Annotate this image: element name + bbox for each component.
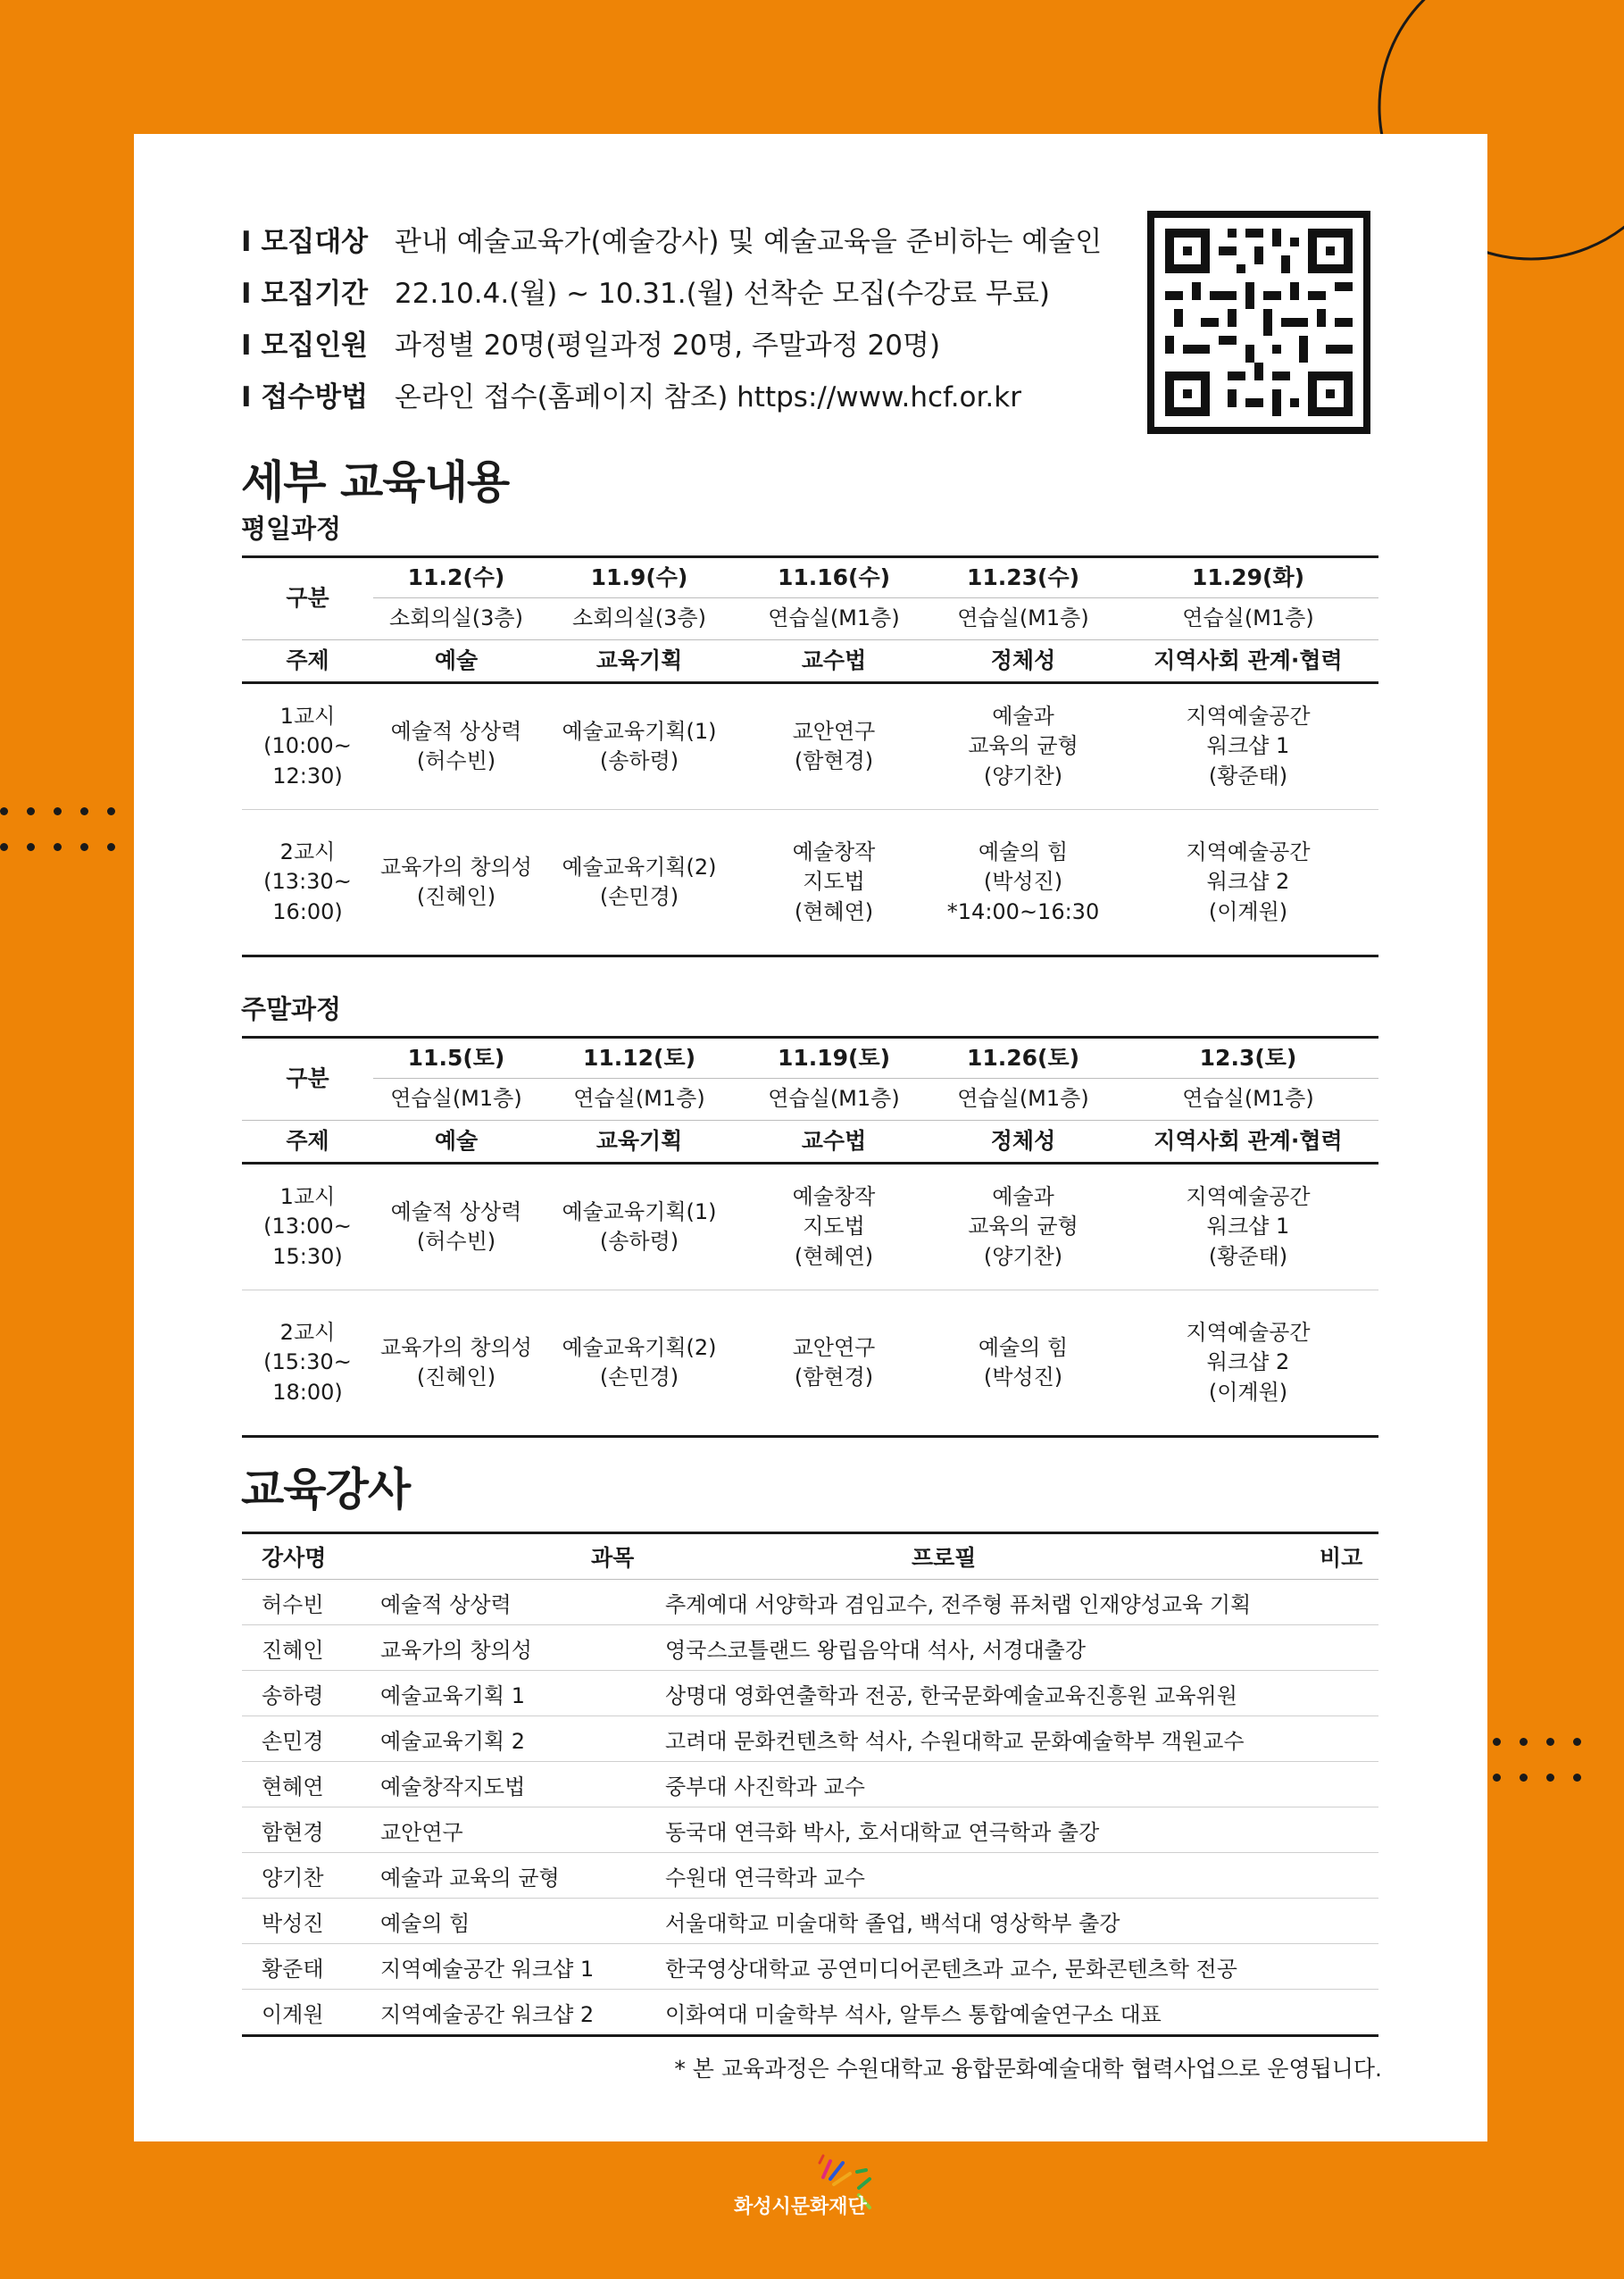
lecturer-note — [1273, 1625, 1378, 1671]
lecturer-name: 현혜연 — [242, 1762, 362, 1807]
info-row-capacity — [241, 316, 1102, 368]
header-name: 강사명 — [242, 1533, 362, 1580]
lecturer-profile: 상명대 영화연출학과 전공, 한국문화예술교육진흥원 교육위원 — [644, 1671, 1273, 1716]
lecturer-subject: 교육가의 창의성 — [362, 1625, 644, 1671]
gubun-label: 구분 — [242, 1038, 373, 1121]
lecturer-note — [1273, 1899, 1378, 1944]
weekday-date-row — [242, 557, 1378, 598]
date-cell: 11.5(토) — [373, 1038, 539, 1079]
weekend-date-row — [242, 1038, 1378, 1079]
place-cell: 연습실(M1층) — [1118, 598, 1378, 640]
lecturer-name: 황준태 — [242, 1944, 362, 1990]
place-cell: 연습실(M1층) — [739, 1079, 929, 1121]
lecturer-note — [1273, 1762, 1378, 1807]
date-cell: 11.2(수) — [373, 557, 539, 598]
lecturer-name: 송하령 — [242, 1671, 362, 1716]
table-row — [242, 1807, 1378, 1853]
decorative-dots-left — [0, 807, 142, 851]
place-cell: 연습실(M1층) — [539, 1079, 739, 1121]
topic-cell: 정체성 — [929, 1121, 1118, 1164]
session-cell: 교안연구 (함현경) — [739, 683, 929, 810]
weekend-period-1-row — [242, 1164, 1378, 1290]
info-value[interactable]: 온라인 접수(홈페이지 참조) https://www.hcf.or.kr — [395, 380, 1021, 413]
session-cell: 지역예술공간 워크샵 2 (이계원) — [1118, 1290, 1378, 1437]
lecturers-table — [242, 1532, 1378, 2037]
place-cell: 소회의실(3층) — [373, 598, 539, 640]
lecturer-subject: 교안연구 — [362, 1807, 644, 1853]
session-cell: 교육가의 창의성 (진혜인) — [373, 1290, 539, 1437]
lecturer-name: 양기찬 — [242, 1853, 362, 1899]
place-cell: 연습실(M1층) — [929, 1079, 1118, 1121]
weekday-topic-row — [242, 640, 1378, 683]
foundation-logo — [734, 2152, 895, 2224]
session-cell: 지역예술공간 워크샵 1 (황준태) — [1118, 683, 1378, 810]
date-cell: 12.3(토) — [1118, 1038, 1378, 1079]
lecturer-name: 진혜인 — [242, 1625, 362, 1671]
poster-card — [134, 134, 1487, 2141]
lecturer-profile: 영국스코틀랜드 왕립음악대 석사, 서경대출강 — [644, 1625, 1273, 1671]
weekend-period-2-row — [242, 1290, 1378, 1437]
header-note: 비고 — [1273, 1533, 1378, 1580]
weekend-topic-row — [242, 1121, 1378, 1164]
info-label: I 모집인원 — [241, 329, 369, 362]
lecturer-profile: 이화여대 미술학부 석사, 알투스 통합예술연구소 대표 — [644, 1990, 1273, 2036]
session-cell: 교안연구 (함현경) — [739, 1290, 929, 1437]
topic-label: 주제 — [242, 1121, 373, 1164]
lecturer-subject: 예술창작지도법 — [362, 1762, 644, 1807]
session-cell: 예술창작 지도법 (현혜연) — [739, 810, 929, 956]
lecturer-name: 허수빈 — [242, 1580, 362, 1625]
topic-cell: 지역사회 관계·협력 — [1118, 640, 1378, 683]
weekend-schedule-table — [242, 1036, 1378, 1438]
lecturer-note — [1273, 1807, 1378, 1853]
lecturer-name: 이계원 — [242, 1990, 362, 2036]
session-cell: 예술교육기획(1) (송하령) — [539, 1164, 739, 1290]
topic-cell: 교수법 — [739, 640, 929, 683]
topic-label: 주제 — [242, 640, 373, 683]
weekday-place-row — [242, 598, 1378, 640]
footnote: * 본 교육과정은 수원대학교 융합문화예술대학 협력사업으로 운영됩니다. — [674, 2056, 1382, 2082]
header-subject: 과목 — [362, 1533, 644, 1580]
info-label: I 접수방법 — [241, 380, 369, 413]
lecturer-note — [1273, 1671, 1378, 1716]
lecturer-profile: 동국대 연극화 박사, 호서대학교 연극학과 출강 — [644, 1807, 1273, 1853]
info-row-target — [241, 213, 1102, 264]
session-cell: 예술교육기획(2) (손민경) — [539, 810, 739, 956]
period-label: 2교시 (13:30~ 16:00) — [242, 810, 373, 956]
session-cell: 예술교육기획(1) (송하령) — [539, 683, 739, 810]
lecturer-subject: 예술과 교육의 균형 — [362, 1853, 644, 1899]
session-cell: 예술과 교육의 균형 (양기찬) — [929, 1164, 1118, 1290]
session-cell: 예술창작 지도법 (현혜연) — [739, 1164, 929, 1290]
weekday-period-1-row — [242, 683, 1378, 810]
table-row — [242, 1990, 1378, 2036]
lecturer-note — [1273, 1580, 1378, 1625]
info-value: 22.10.4.(월) ~ 10.31.(월) 선착순 모집(수강료 무료) — [395, 277, 1050, 310]
table-row — [242, 1853, 1378, 1899]
lecturer-profile: 추계예대 서양학과 겸임교수, 전주형 퓨처랩 인재양성교육 기획 — [644, 1580, 1273, 1625]
section-title-details: 세부 교육내용 — [241, 456, 510, 508]
place-cell: 소회의실(3층) — [539, 598, 739, 640]
session-cell: 지역예술공간 워크샵 2 (이계원) — [1118, 810, 1378, 956]
lecturer-subject: 예술의 힘 — [362, 1899, 644, 1944]
table-row — [242, 1762, 1378, 1807]
lecturer-subject: 예술교육기획 1 — [362, 1671, 644, 1716]
info-value: 과정별 20명(평일과정 20명, 주말과정 20명) — [395, 329, 941, 362]
date-cell: 11.9(수) — [539, 557, 739, 598]
lecturers-header-row — [242, 1533, 1378, 1580]
lecturer-profile: 서울대학교 미술대학 졸업, 백석대 영상학부 출강 — [644, 1899, 1273, 1944]
date-cell: 11.23(수) — [929, 557, 1118, 598]
weekend-place-row — [242, 1079, 1378, 1121]
lecturer-name: 박성진 — [242, 1899, 362, 1944]
table-row — [242, 1944, 1378, 1990]
foundation-name: 화성시문화재단 — [734, 2196, 867, 2218]
session-cell: 예술과 교육의 균형 (양기찬) — [929, 683, 1118, 810]
qr-code-icon[interactable] — [1147, 211, 1370, 434]
topic-cell: 교육기획 — [539, 1121, 739, 1164]
session-cell: 교육가의 창의성 (진혜인) — [373, 810, 539, 956]
lecturer-profile: 고려대 문화컨텐츠학 석사, 수원대학교 문화예술학부 객원교수 — [644, 1716, 1273, 1762]
date-cell: 11.12(토) — [539, 1038, 739, 1079]
weekday-title: 평일과정 — [241, 513, 342, 544]
recruit-info — [241, 213, 1102, 420]
lecturer-note — [1273, 1990, 1378, 2036]
session-cell: 예술적 상상력 (허수빈) — [373, 1164, 539, 1290]
period-label: 1교시 (13:00~ 15:30) — [242, 1164, 373, 1290]
info-row-apply — [241, 368, 1102, 420]
lecturer-profile: 한국영상대학교 공연미디어콘텐츠과 교수, 문화콘텐츠학 전공 — [644, 1944, 1273, 1990]
period-label: 1교시 (10:00~ 12:30) — [242, 683, 373, 810]
lecturer-profile: 수원대 연극학과 교수 — [644, 1853, 1273, 1899]
place-cell: 연습실(M1층) — [373, 1079, 539, 1121]
lecturer-subject: 예술교육기획 2 — [362, 1716, 644, 1762]
topic-cell: 예술 — [373, 1121, 539, 1164]
lecturer-subject: 지역예술공간 워크샵 1 — [362, 1944, 644, 1990]
date-cell: 11.29(화) — [1118, 557, 1378, 598]
topic-cell: 지역사회 관계·협력 — [1118, 1121, 1378, 1164]
date-cell: 11.19(토) — [739, 1038, 929, 1079]
weekday-period-2-row — [242, 810, 1378, 956]
gubun-label: 구분 — [242, 557, 373, 640]
date-cell: 11.16(수) — [739, 557, 929, 598]
lecturer-name: 손민경 — [242, 1716, 362, 1762]
weekend-title: 주말과정 — [241, 994, 342, 1024]
topic-cell: 교수법 — [739, 1121, 929, 1164]
topic-cell: 예술 — [373, 640, 539, 683]
date-cell: 11.26(토) — [929, 1038, 1118, 1079]
place-cell: 연습실(M1층) — [739, 598, 929, 640]
table-row — [242, 1716, 1378, 1762]
session-cell: 지역예술공간 워크샵 1 (황준태) — [1118, 1164, 1378, 1290]
lecturer-name: 함현경 — [242, 1807, 362, 1853]
session-cell: 예술적 상상력 (허수빈) — [373, 683, 539, 810]
session-cell: 예술의 힘 (박성진) *14:00~16:30 — [929, 810, 1118, 956]
session-cell: 예술교육기획(2) (손민경) — [539, 1290, 739, 1437]
info-row-period — [241, 264, 1102, 316]
info-label: I 모집대상 — [241, 225, 369, 258]
lecturer-subject: 예술적 상상력 — [362, 1580, 644, 1625]
session-cell: 예술의 힘 (박성진) — [929, 1290, 1118, 1437]
lecturer-note — [1273, 1853, 1378, 1899]
lecturer-subject: 지역예술공간 워크샵 2 — [362, 1990, 644, 2036]
place-cell: 연습실(M1층) — [1118, 1079, 1378, 1121]
topic-cell: 교육기획 — [539, 640, 739, 683]
lecturer-note — [1273, 1944, 1378, 1990]
table-row — [242, 1625, 1378, 1671]
weekday-schedule-table — [242, 555, 1378, 957]
table-row — [242, 1580, 1378, 1625]
table-row — [242, 1671, 1378, 1716]
lecturer-note — [1273, 1716, 1378, 1762]
place-cell: 연습실(M1층) — [929, 598, 1118, 640]
topic-cell: 정체성 — [929, 640, 1118, 683]
info-label: I 모집기간 — [241, 277, 369, 310]
header-profile: 프로필 — [644, 1533, 1273, 1580]
lecturer-profile: 중부대 사진학과 교수 — [644, 1762, 1273, 1807]
info-value: 관내 예술교육가(예술강사) 및 예술교육을 준비하는 예술인 — [395, 225, 1103, 258]
period-label: 2교시 (15:30~ 18:00) — [242, 1290, 373, 1437]
section-title-lecturers: 교육강사 — [241, 1464, 411, 1515]
table-row — [242, 1899, 1378, 1944]
